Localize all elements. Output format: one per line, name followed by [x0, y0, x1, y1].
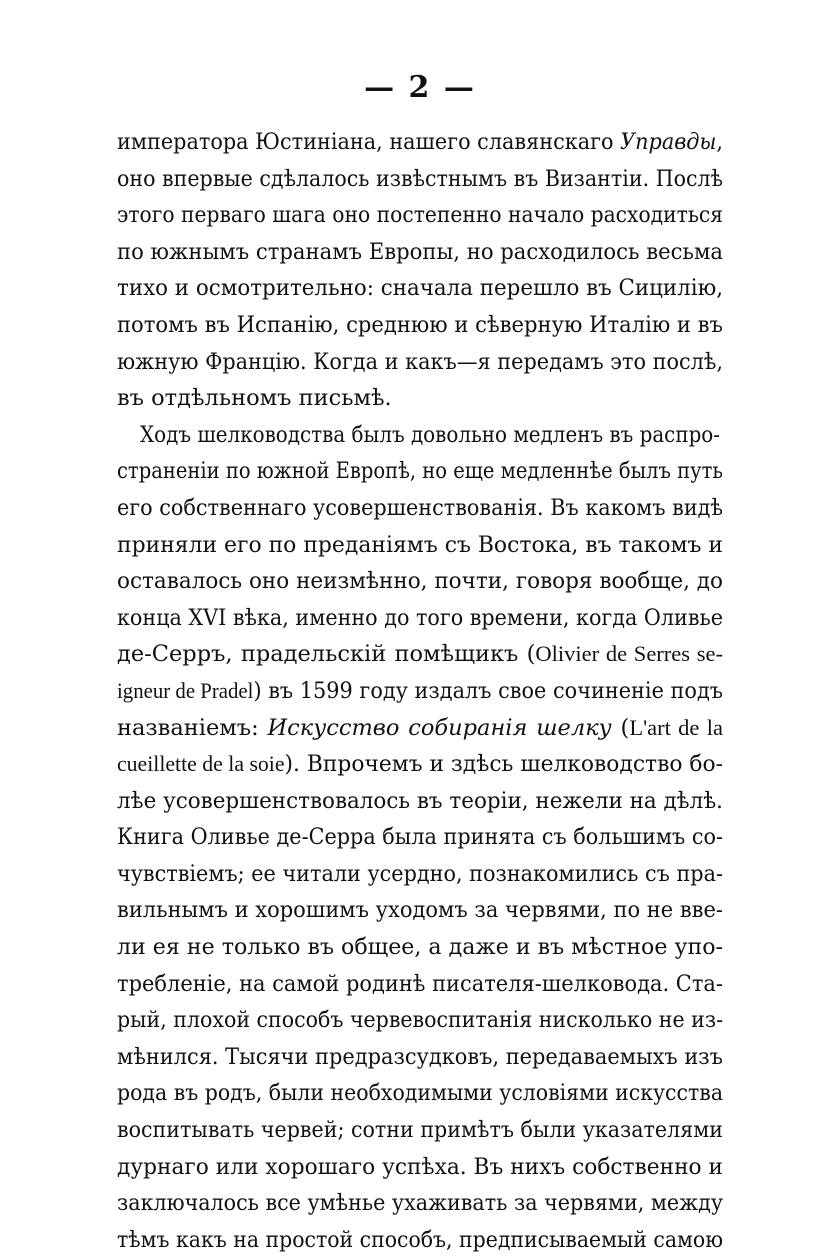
latin-citation: L'art de la	[629, 714, 723, 740]
text-line-paragraph-end: въ отдѣльномъ письмѣ.	[117, 385, 392, 412]
text-line: тѣмъ какъ на простой способъ, предписываемый самою	[117, 1226, 723, 1253]
text-line: требленіе, на самой родинѣ писателя-шелковода. Ста-	[117, 970, 723, 997]
text-line: его собственнаго усовершенствованія. Въ какомъ видѣ	[117, 494, 723, 521]
text-line: оно впервые сдѣлалось извѣстнымъ въ Византіи. Послѣ	[117, 165, 724, 192]
text-line: воспитывать червей; сотни примѣтъ были указателями	[117, 1117, 724, 1144]
text-segment: ,	[716, 129, 724, 155]
text-line: конца XVI вѣка, именно до того времени, когда Оливье	[117, 604, 724, 631]
text-line: оставалось оно неизмѣнно, почти, говоря вообще, до	[117, 568, 724, 595]
latin-citation: igneur de Pradel	[117, 677, 254, 703]
text-line: по южнымъ странамъ Европы, но расходилось весьма	[117, 238, 723, 265]
text-segment: де-Серръ, прадельскій помѣщикъ (	[117, 641, 536, 668]
text-line: Книга Оливье де-Серра была принята съ большимъ со-	[117, 824, 723, 851]
text-line: чувствіемъ; ее читали усердно, познакомились съ пра-	[117, 860, 723, 887]
latin-citation: Olivier de Serres se-	[535, 641, 723, 667]
text-line: страненіи по южной Европѣ, но еще медленнѣе былъ путь	[117, 458, 723, 485]
book-title-italic: Искусство собиранія шелку	[267, 714, 612, 741]
text-line: заключалось все умѣнье ухаживать за червями, между	[117, 1190, 724, 1217]
text-line	[117, 124, 724, 161]
text-line: мѣнился. Тысячи предразсудковъ, передаваемыхъ изъ	[117, 1043, 723, 1070]
text-line: лѣе усовершенствовалось въ теоріи, нежели на дѣлѣ.	[117, 787, 724, 814]
text-line: тихо и осмотрительно: сначала перешло въ Сицилію,	[117, 275, 723, 302]
text-line: дурнаго или хорошаго успѣха. Въ нихъ собственно и	[117, 1153, 723, 1180]
text-line	[117, 746, 723, 783]
text-line-paragraph-start: Ходъ шелководства былъ довольно медленъ въ распро-	[139, 421, 721, 448]
text-line	[117, 710, 723, 747]
text-line: южную Францію. Когда и какъ—я передамъ это послѣ,	[117, 348, 724, 375]
text-line: рода въ родъ, были необходимыми условіями искусства	[117, 1080, 724, 1107]
text-line	[117, 673, 724, 710]
text-segment: императора Юстиніана, нашего славянскаго	[117, 129, 621, 155]
text-line: приняли его по преданіямъ съ Востока, въ такомъ и	[117, 531, 724, 558]
text-line: этого перваго шага оно постепенно начало расходиться	[117, 202, 724, 229]
text-segment: названіемъ:	[117, 714, 268, 741]
text-line: потомъ въ Испанію, среднюю и сѣверную Италію и въ	[117, 311, 723, 338]
latin-citation: cueillette de la soie	[117, 751, 285, 777]
text-line: вильнымъ и хорошимъ уходомъ за червями, по не вве-	[117, 897, 723, 924]
body-text	[117, 124, 723, 1258]
page-number: — 2 —	[364, 70, 476, 105]
text-segment: (	[611, 714, 630, 741]
text-line: ли ея не только въ общее, а даже и въ мѣстное упо-	[117, 934, 724, 961]
text-segment: ). Впрочемъ и здѣсь шелководство бо-	[284, 751, 723, 778]
text-segment: ) въ 1599 году издалъ свое сочиненіе подъ	[253, 677, 724, 704]
text-line: рый, плохой способъ червевоспитанія нисколько не из-	[117, 1007, 724, 1034]
italic-term: Управды	[620, 129, 717, 155]
text-line	[117, 636, 723, 673]
